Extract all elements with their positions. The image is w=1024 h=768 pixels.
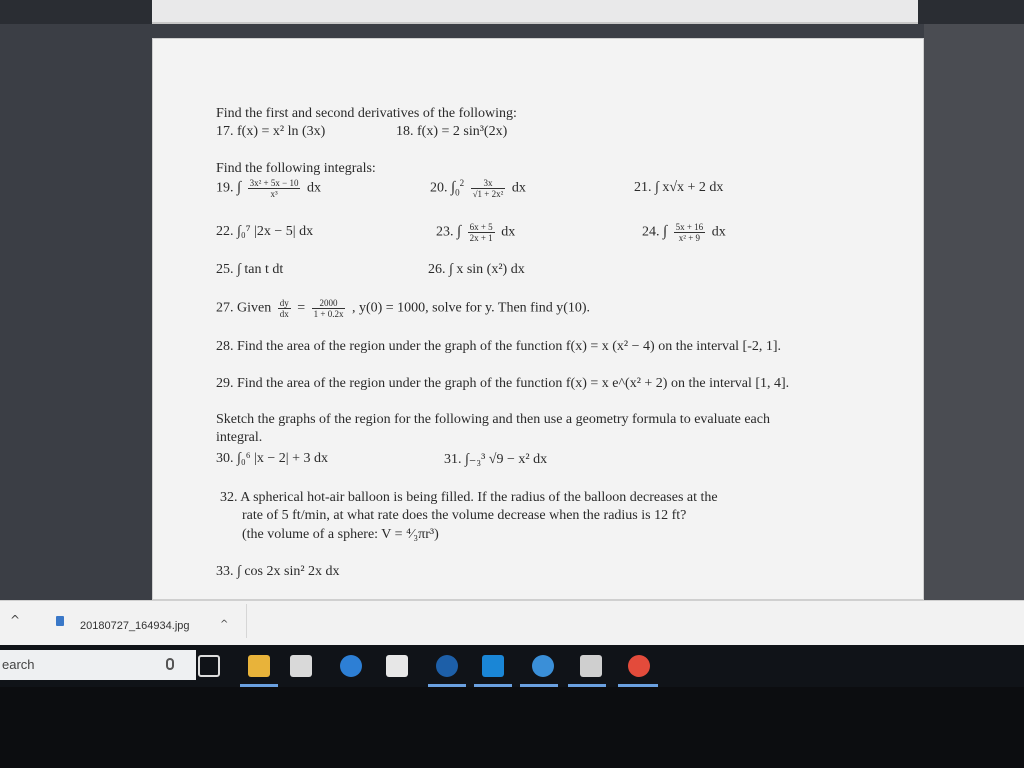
problem-23-label: 23. (436, 224, 454, 240)
problem-30: 30. ∫₀⁶ |x − 2| + 3 dx (216, 451, 328, 466)
fraction-numerator: dy (279, 298, 289, 308)
fraction-denominator: 1 + 0.2x (313, 309, 344, 319)
worksheet-image (152, 38, 924, 600)
fraction-denominator: dx (279, 309, 289, 319)
steam-icon[interactable] (436, 655, 458, 677)
problem-27-start: 27. Given (216, 300, 272, 316)
fraction-denominator: x² + 9 (678, 233, 701, 243)
problem-28: 28. Find the area of the region under the graph of the function f(x) = x (x² − 4) on the interval [-2, 1]. (216, 339, 782, 354)
problem-27: 27. Given $\frac{dy}{dx}$ = $\frac{2000}{1 + 0.2x}$ , y(0) = 1000, solve for y. Then find y(10). (216, 298, 591, 319)
problem-26: 26. ∫ x sin (x²) dx (428, 262, 525, 277)
section-sketch-line2: integral. (216, 430, 263, 445)
chevron-up-icon[interactable]: ^ (220, 619, 229, 630)
dx-label: dx (501, 224, 516, 240)
problem-27-fraction (312, 298, 346, 319)
fraction-denominator: x³ (270, 189, 278, 199)
fraction-denominator: √1 + 2x² (472, 189, 504, 199)
task-view-icon[interactable] (198, 655, 220, 677)
fraction-numerator: 3x² + 5x − 10 (249, 178, 299, 188)
problem-19-fraction (248, 178, 301, 199)
integral-symbol: ∫ (663, 223, 668, 240)
fraction-numerator: 2000 (312, 298, 346, 309)
problem-20 (430, 178, 526, 199)
hp-icon[interactable] (532, 655, 554, 677)
integral-symbol: ∫ (451, 179, 456, 196)
problem-19-label: 19. (216, 180, 234, 196)
problem-32-line2: rate of 5 ft/min, at what rate does the volume decrease when the radius is 12 ft? (242, 508, 687, 523)
integral-symbol: ∫ (457, 223, 462, 240)
problem-19 (216, 178, 321, 199)
chevron-up-icon[interactable]: ^ (10, 613, 21, 627)
fraction-numerator: 5x + 16 (675, 222, 704, 232)
search-placeholder: earch (2, 657, 35, 672)
image-file-icon (56, 616, 64, 626)
problem-24-label: 24. (642, 224, 660, 240)
section-derivatives-title: Find the first and second derivatives of the following: (216, 106, 517, 121)
download-file-name[interactable]: 20180727_164934.jpg (80, 620, 190, 632)
problem-25: 25. ∫ tan t dt (216, 262, 284, 277)
dx-label: dx (306, 180, 321, 196)
problem-31: 31. ∫₋₃³ √9 − x² dx (444, 452, 548, 467)
problem-33: 33. ∫ cos 2x sin² 2x dx (216, 564, 340, 579)
chrome-icon[interactable] (628, 655, 650, 677)
problem-24-fraction (674, 222, 706, 243)
problem-20-fraction (471, 178, 506, 199)
section-sketch-line1: Sketch the graphs of the region for the following and then use a geometry formula to evaluate each (216, 412, 770, 427)
weather-app-icon[interactable] (482, 655, 504, 677)
problem-23-fraction (468, 222, 495, 243)
problem-27-end: , y(0) = 1000, solve for y. Then find y(10). (351, 300, 591, 316)
problem-18: 18. f(x) = 2 sin³(2x) (396, 124, 508, 139)
problem-21: 21. ∫ x√x + 2 dx (634, 180, 724, 195)
lower-limit: 0 (455, 187, 460, 198)
microphone-icon[interactable] (166, 658, 174, 670)
edge-browser-icon[interactable] (340, 655, 362, 677)
problem-22: 22. ∫₀⁷ |2x − 5| dx (216, 224, 314, 239)
problem-20-label: 20. (430, 180, 448, 196)
fraction-numerator: 3x (471, 178, 506, 189)
fraction-numerator: 6x + 5 (469, 222, 493, 232)
dy-dx-fraction (278, 298, 291, 319)
fraction-denominator: 2x + 1 (469, 233, 493, 243)
store-icon[interactable] (290, 655, 312, 677)
previous-page-strip (152, 0, 918, 24)
dx-label: dx (711, 224, 726, 240)
mail-icon[interactable] (386, 655, 408, 677)
problem-32-line3: (the volume of a sphere: V = ⁴⁄₃πr³) (242, 527, 439, 542)
desk-foreground (0, 687, 1024, 768)
problem-17: 17. f(x) = x² ln (3x) (216, 124, 326, 139)
section-integrals-title: Find the following integrals: (216, 161, 376, 176)
problem-32-line1: 32. A spherical hot-air balloon is being filled. If the radius of the balloon decreases at the (220, 490, 718, 505)
dx-label: dx (511, 180, 526, 196)
problem-29: 29. Find the area of the region under the graph of the function f(x) = x e^(x² + 2) on the interval [1, 4]. (216, 376, 790, 391)
photos-icon[interactable] (580, 655, 602, 677)
screen-right-edge (924, 24, 1024, 600)
upper-limit: 2 (459, 178, 465, 189)
problem-23 (436, 222, 515, 243)
integral-symbol: ∫ (237, 179, 242, 196)
problem-24 (642, 222, 726, 243)
file-explorer-icon[interactable] (248, 655, 270, 677)
